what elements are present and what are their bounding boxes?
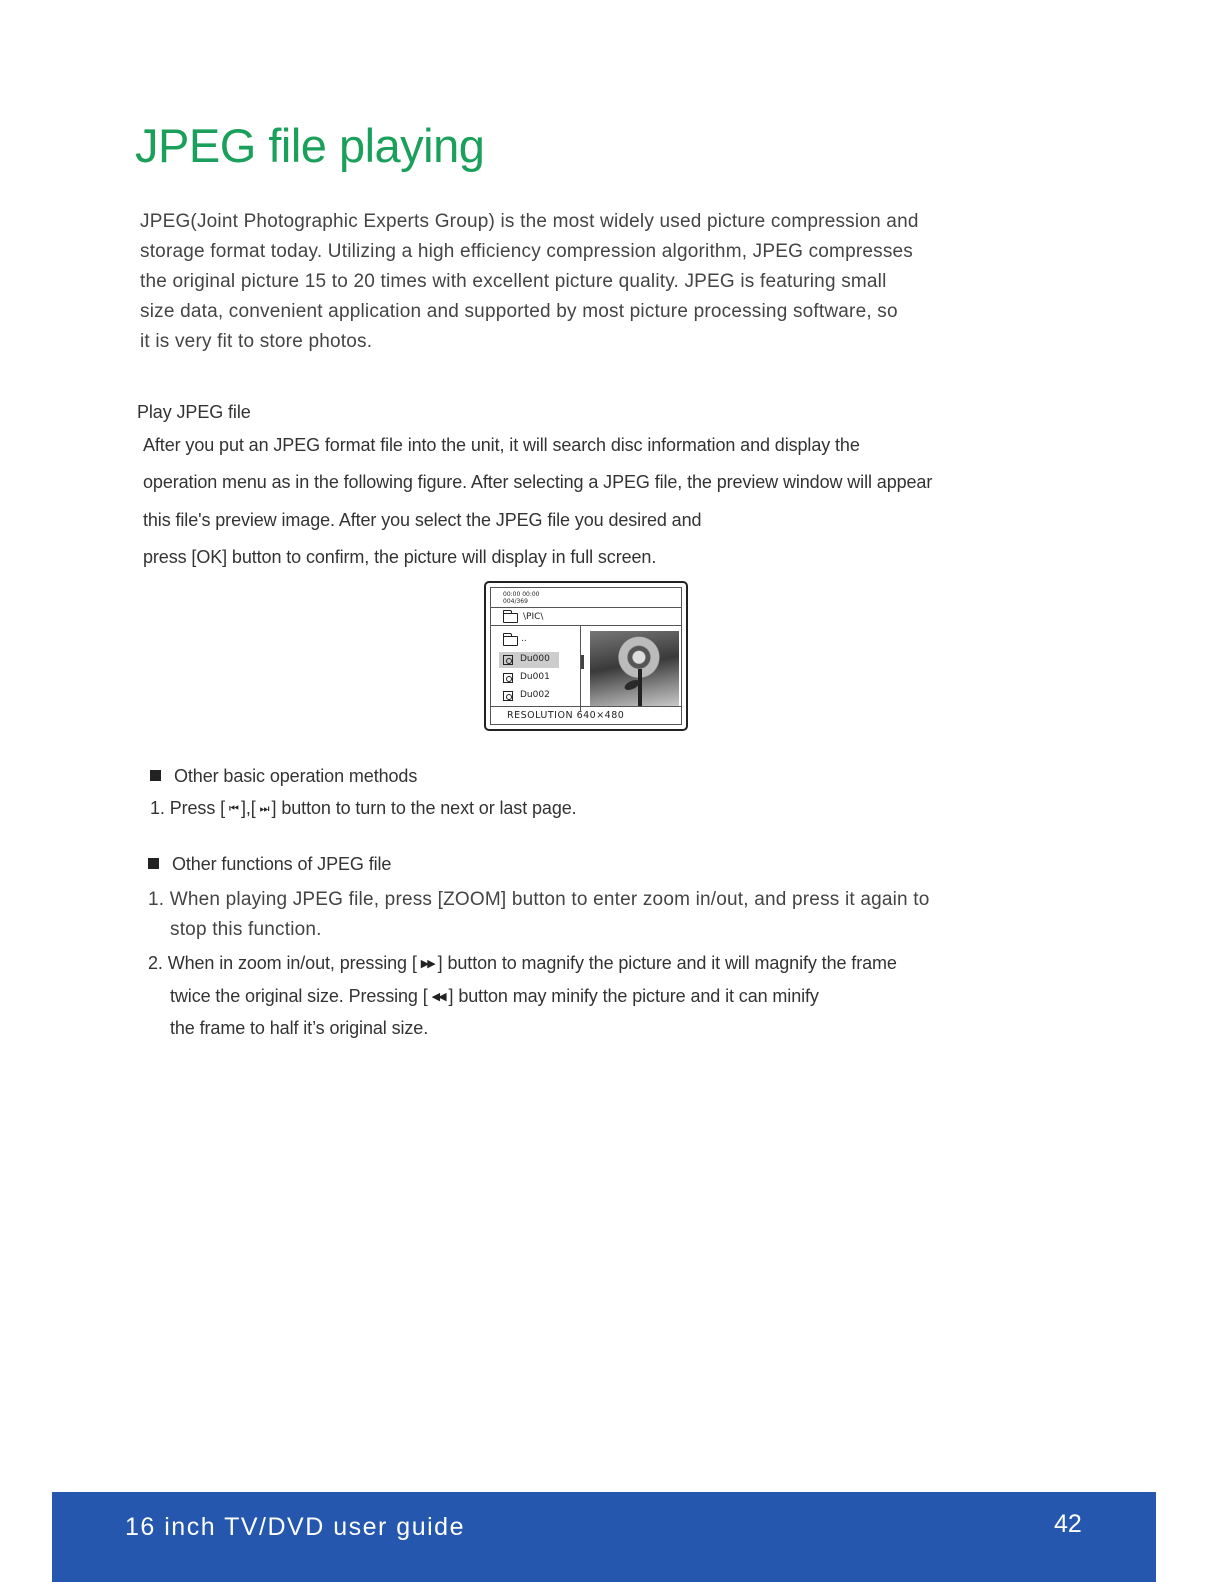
square-bullet-icon [150, 770, 161, 781]
osd-path-bar [491, 608, 681, 626]
osd-time-bar [491, 588, 681, 608]
osd-resolution: RESOLUTION 640×480 [507, 710, 625, 721]
play-line: this file's preview image. After you select the JPEG file you desired and [143, 510, 702, 530]
text-segment: ] button may minify the picture and it can minify [448, 986, 819, 1006]
text-segment: 1. Press [ [150, 798, 226, 818]
intro-line: JPEG(Joint Photographic Experts Group) is the most widely used picture compression and [140, 211, 919, 232]
bullet-heading: Other basic operation methods [174, 766, 418, 786]
section-heading-play: Play JPEG file [137, 402, 251, 422]
intro-line: size data, convenient application and supported by most picture processing software, so [140, 301, 898, 322]
list-item-label: Du002 [520, 690, 550, 700]
next-track-icon: ⏭ [259, 803, 268, 815]
text-segment: 2. When in zoom in/out, pressing [ [148, 953, 417, 973]
osd-path: \PIC\ [523, 612, 544, 622]
footer-title: 16 inch TV/DVD user guide [125, 1513, 465, 1541]
bullet-basic-ops [150, 766, 417, 787]
play-line: After you put an JPEG format file into the unit, it will search disc information and display the [143, 435, 860, 455]
photo-icon [503, 673, 513, 683]
list-item-label: Du001 [520, 672, 550, 682]
rewind-icon: ◀◀ [431, 991, 445, 1003]
text-segment: ] button to turn to the next or last page. [271, 798, 577, 818]
preview-image-sunflower [590, 631, 679, 706]
scrollbar-thumb[interactable] [581, 655, 584, 669]
list-item-file[interactable] [499, 652, 559, 668]
osd-time-text: 00:00 00:00 [503, 591, 540, 598]
intro-line: it is very fit to store photos. [140, 331, 373, 352]
basic-ops-item [150, 798, 577, 819]
osd-count-text: 004/369 [503, 598, 528, 605]
play-line: operation menu as in the following figure. After selecting a JPEG file, the preview window will appear [143, 472, 933, 492]
fast-forward-icon: ▶▶ [420, 958, 434, 970]
page-title: JPEG file playing [135, 119, 485, 172]
square-bullet-icon [148, 858, 159, 869]
list-item-parent[interactable] [499, 632, 559, 648]
page-number: 42 [1054, 1510, 1082, 1538]
text-segment: ] button to magnify the picture and it will magnify the frame [437, 953, 897, 973]
photo-icon [503, 655, 513, 665]
osd-file-list [491, 626, 581, 711]
text-segment: twice the original size. Pressing [ [170, 986, 428, 1006]
functions-item-1-cont: stop this function. [170, 919, 322, 940]
list-item-label: .. [521, 634, 527, 644]
preview-stem [638, 669, 642, 706]
text-segment: ],[ [240, 798, 256, 818]
play-line: press [OK] button to confirm, the picture will display in full screen. [143, 547, 657, 567]
photo-icon [503, 691, 513, 701]
functions-item-2 [148, 953, 897, 974]
list-item-file[interactable] [499, 670, 559, 686]
folder-icon [503, 613, 518, 623]
functions-item-2-cont: the frame to half it’s original size. [170, 1018, 429, 1038]
list-item-label: Du000 [520, 654, 550, 664]
osd-time [503, 591, 540, 605]
footer-bar [52, 1492, 1156, 1582]
intro-line: the original picture 15 to 20 times with excellent picture quality. JPEG is featuring small [140, 271, 887, 292]
folder-icon [503, 636, 518, 646]
osd-scrollbar[interactable] [581, 626, 584, 711]
previous-track-icon: ⏮ [229, 803, 237, 815]
bullet-heading: Other functions of JPEG file [172, 854, 392, 874]
bullet-functions [148, 854, 391, 875]
list-item-file[interactable] [499, 688, 559, 704]
functions-item-1: 1. When playing JPEG file, press [ZOOM] button to enter zoom in/out, and press it again to [148, 889, 930, 910]
intro-line: storage format today. Utilizing a high efficiency compression algorithm, JPEG compresses [140, 241, 913, 262]
jpeg-osd-figure [484, 581, 688, 731]
osd-resolution-bar [491, 706, 681, 724]
osd-panel [490, 587, 682, 725]
functions-item-2-cont [170, 986, 819, 1007]
